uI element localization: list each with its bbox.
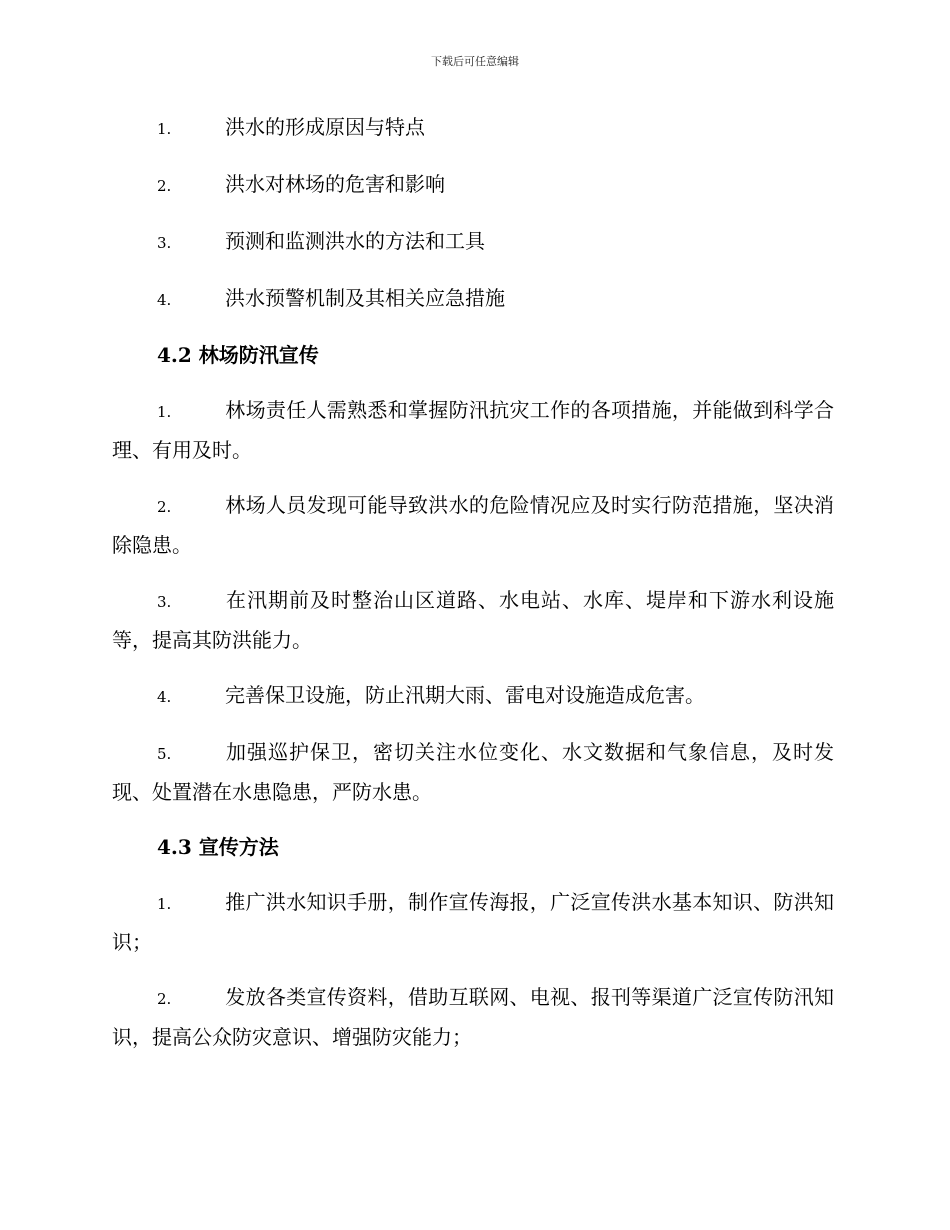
list-item <box>112 391 834 469</box>
list-item <box>112 222 834 262</box>
list-text: 发放各类宣传资料，借助互联网、电视、报刊等渠道广泛宣传防汛知识，提高公众防灾意识、增强防灾能力； <box>112 985 834 1049</box>
list-number: 3. <box>157 593 172 611</box>
list-text: 预测和监测洪水的方法和工具 <box>225 229 485 253</box>
list-text: 洪水的形成原因与特点 <box>225 115 425 139</box>
list-item <box>112 581 834 659</box>
list-item <box>112 279 834 319</box>
list-item <box>112 108 834 148</box>
section-heading: 4.3 宣传方法 <box>157 835 279 859</box>
list-text: 推广洪水知识手册，制作宣传海报，广泛宣传洪水基本知识、防洪知识； <box>112 890 834 954</box>
list-text: 林场责任人需熟悉和掌握防汛抗灾工作的各项措施，并能做到科学合理、有用及时。 <box>112 398 834 462</box>
list-item <box>112 733 834 811</box>
list-number: 2. <box>157 498 172 516</box>
list-item <box>112 883 834 961</box>
list-number: 4. <box>157 291 172 309</box>
list-text: 林场人员发现可能导致洪水的危险情况应及时实行防范措施，坚决消除隐患。 <box>112 493 834 557</box>
list-item <box>112 486 834 564</box>
list-number: 1. <box>157 120 172 138</box>
list-item <box>112 676 834 716</box>
list-text: 在汛期前及时整治山区道路、水电站、水库、堤岸和下游水利设施等，提高其防洪能力。 <box>112 588 834 652</box>
list-number: 4. <box>157 688 172 706</box>
list-number: 1. <box>157 895 172 913</box>
list-item <box>112 165 834 205</box>
list-number: 1. <box>157 403 172 421</box>
list-number: 3. <box>157 234 172 252</box>
section-heading: 4.2 林场防汛宣传 <box>157 343 319 367</box>
list-number: 2. <box>157 990 172 1008</box>
list-number: 2. <box>157 177 172 195</box>
document-body <box>112 108 834 1073</box>
list-text: 完善保卫设施，防止汛期大雨、雷电对设施造成危害。 <box>225 683 705 707</box>
list-item <box>112 978 834 1056</box>
list-text: 洪水预警机制及其相关应急措施 <box>225 286 505 310</box>
page-header-note: 下载后可任意编辑 <box>431 55 519 68</box>
list-text: 洪水对林场的危害和影响 <box>225 172 445 196</box>
list-text: 加强巡护保卫，密切关注水位变化、水文数据和气象信息，及时发现、处置潜在水患隐患，严防水患。 <box>112 740 834 804</box>
list-number: 5. <box>157 745 172 763</box>
